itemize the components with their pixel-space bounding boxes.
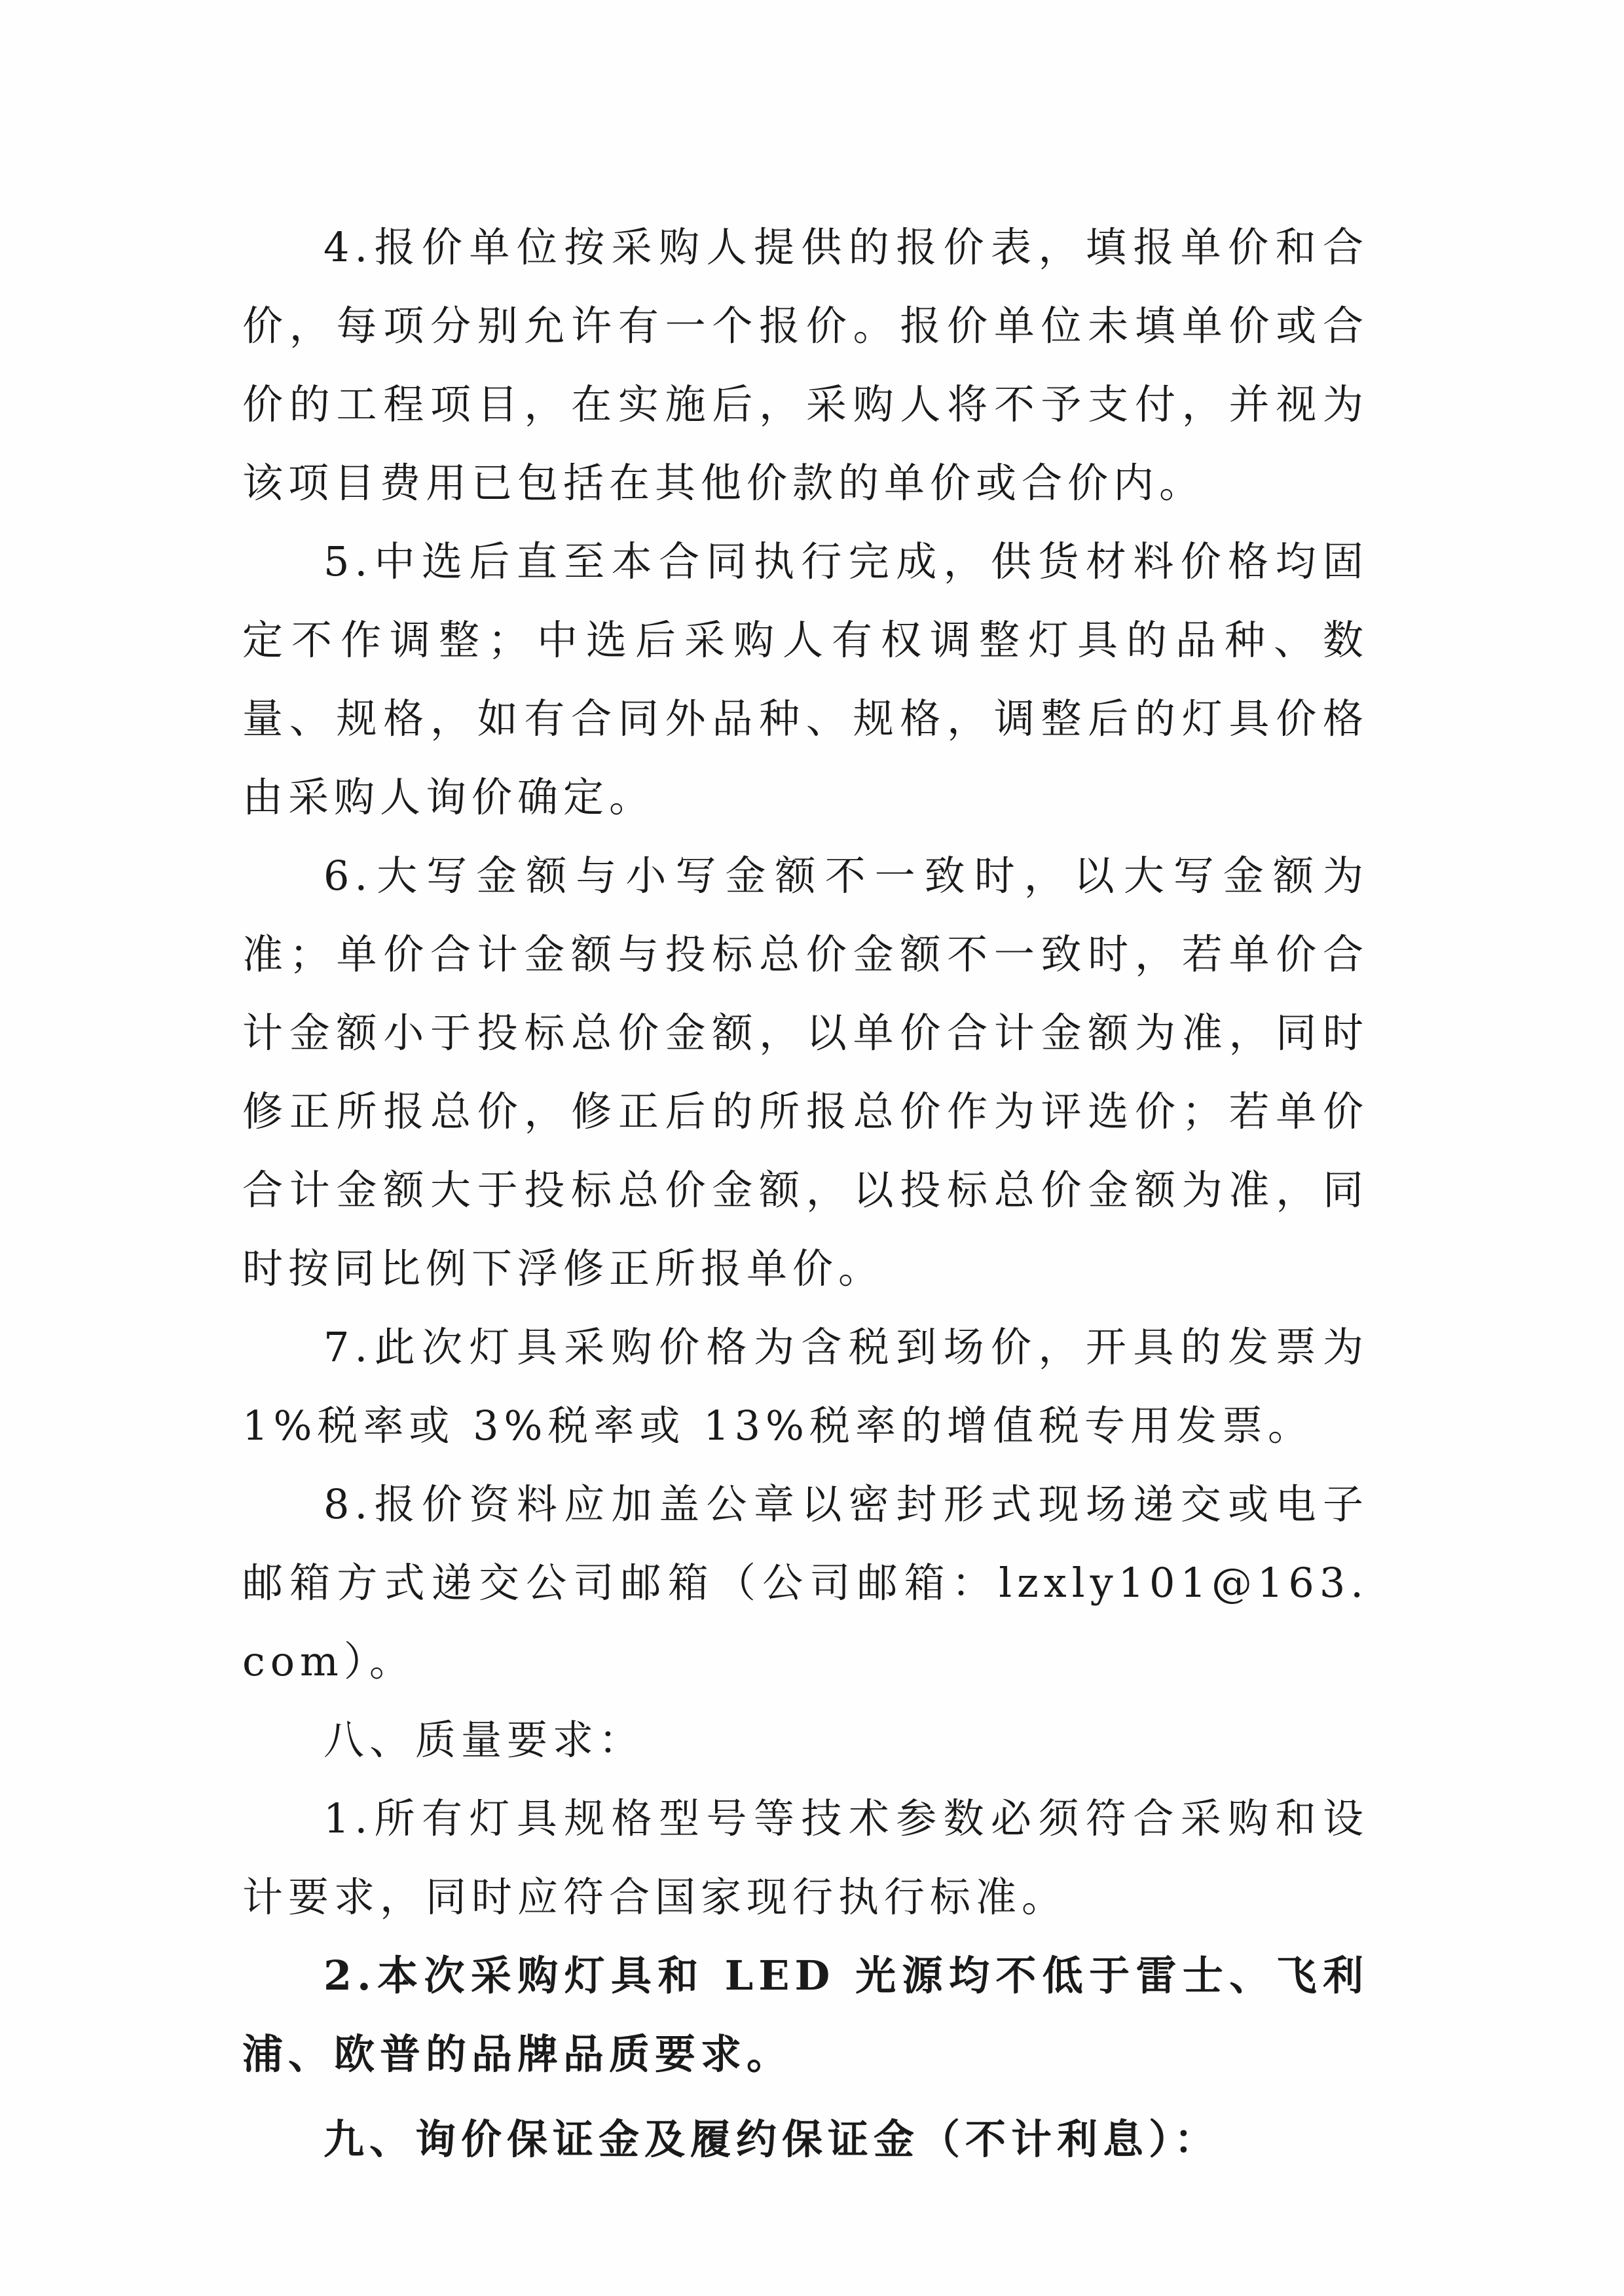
- section-heading-quality: 八、质量要求：: [323, 1716, 645, 1764]
- paragraph-quality-brands: 2.本次采购灯具和 LED 光源均不低于雷士、飞利浦、欧普的品牌品质要求。: [242, 1952, 1369, 2078]
- section-heading-deposit: 九、询价保证金及履约保证金（不计利息）：: [323, 2115, 1221, 2163]
- paragraph-quality-specs: 1.所有灯具规格型号等技术参数必须符合采购和设计要求，同时应符合国家现行执行标准。: [242, 1795, 1369, 1921]
- document-body: [242, 208, 1387, 2179]
- paragraph-amount-rules: 6.大写金额与小写金额不一致时，以大写金额为准；单价合计金额与投标总价金额不一致时，若单价合计金额小于投标总价金额，以单价合计金额为准，同时修正所报总价，修正后的所报总价作为评选价；若单价合计金额大于投标总价金额，以投标总价金额为准，同时按同比例下浮修正所报单价。: [242, 852, 1369, 1292]
- paragraph-quote-rules: 4.报价单位按采购人提供的报价表，填报单价和合价，每项分别允许有一个报价。报价单位未填单价或合价的工程项目，在实施后，采购人将不予支付，并视为该项目费用已包括在其他价款的单价或合价内。: [242, 223, 1369, 507]
- paragraph-submission: 8.报价资料应加盖公章以密封形式现场递交或电子邮箱方式递交公司邮箱（公司邮箱：lzxly101@163.com）。: [242, 1480, 1369, 1685]
- paragraph-invoice: 7.此次灯具采购价格为含税到场价，开具的发票为 1%税率或 3%税率或 13%税率的增值税专用发票。: [242, 1323, 1387, 1449]
- paragraph-price-fixed: 5.中选后直至本合同执行完成，供货材料价格均固定不作调整；中选后采购人有权调整灯具的品种、数量、规格，如有合同外品种、规格，调整后的灯具价格由采购人询价确定。: [242, 538, 1369, 821]
